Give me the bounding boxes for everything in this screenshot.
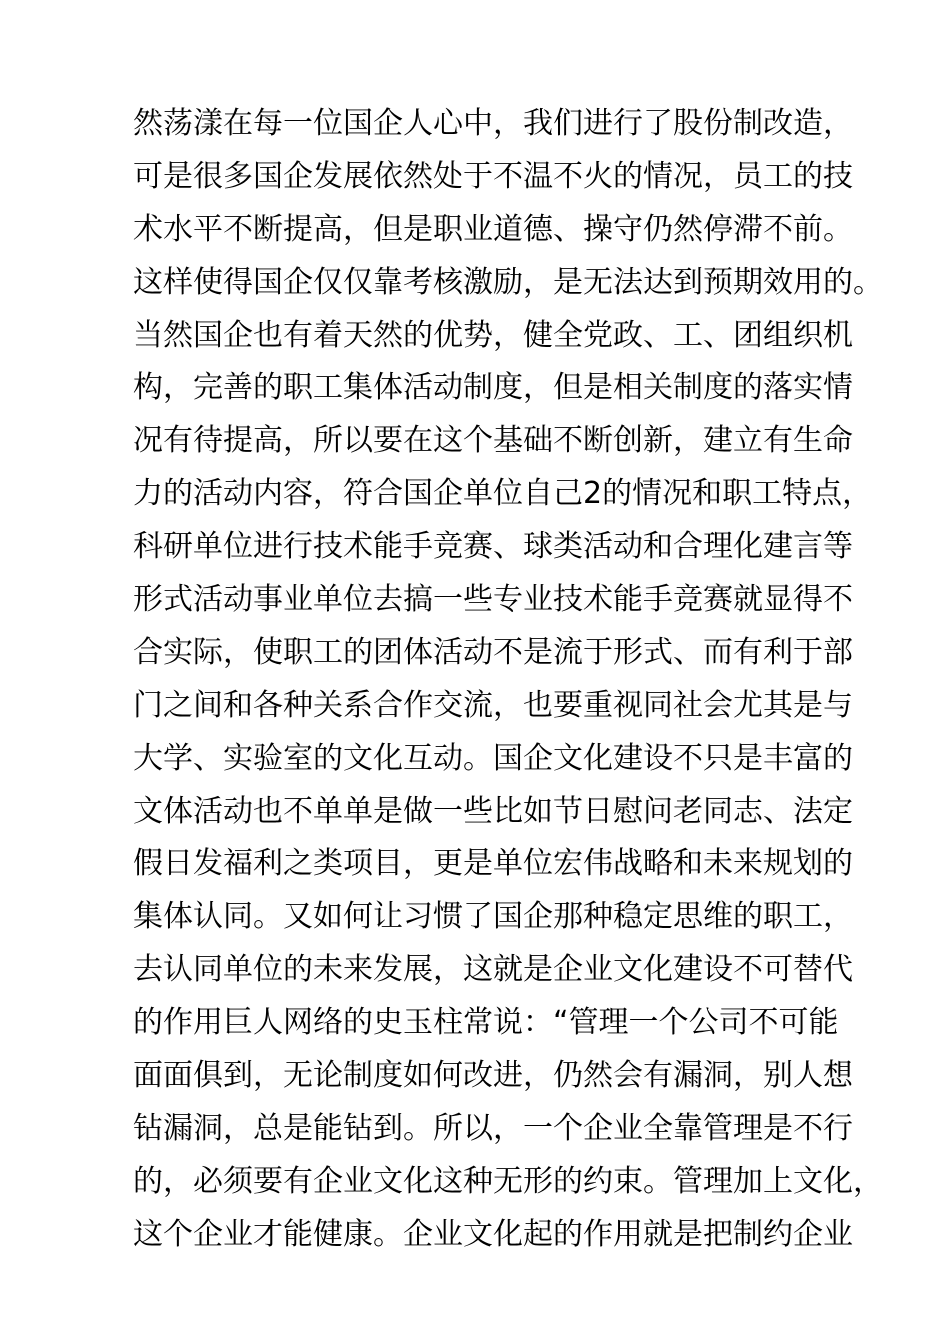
text-line: 术水平不断提高，但是职业道德、操守仍然停滞不前。 [133,211,853,247]
text-line: 科研单位进行技术能手竞赛、球类活动和合理化建言等 [133,529,853,565]
text-line: 大学、实验室的文化互动。国企文化建设不只是丰富的 [133,740,853,776]
text-line: 力的活动内容，符合国企单位自己2的情况和职工特点， [133,476,873,512]
text-line: 钻漏洞，总是能钻到。所以，一个企业全靠管理是不行 [133,1110,853,1146]
text-line: 门之间和各种关系合作交流，也要重视同社会尤其是与 [133,687,853,723]
text-line: 可是很多国企发展依然处于不温不火的情况，员工的技 [133,158,853,194]
text-line: 的作用巨人网络的史玉柱常说：“管理一个公司不可能 [133,1005,839,1041]
text-line: 的，必须要有企业文化这种无形的约束。管理加上文化， [133,1163,883,1199]
text-line: 面面俱到，无论制度如何改进，仍然会有漏洞，别人想 [133,1058,853,1094]
text-line: 合实际，使职工的团体活动不是流于形式、而有利于部 [133,634,853,670]
text-line: 去认同单位的未来发展，这就是企业文化建设不可替代 [133,952,853,988]
text-line: 构，完善的职工集体活动制度，但是相关制度的落实情 [133,370,853,406]
body-text [133,98,893,1262]
text-line: 当然国企也有着天然的优势，健全党政、工、团组织机 [133,317,853,353]
text-line: 这个企业才能健康。企业文化起的作用就是把制约企业 [133,1216,853,1252]
text-line: 况有待提高，所以要在这个基础不断创新，建立有生命 [133,423,853,459]
text-line: 集体认同。又如何让习惯了国企那种稳定思维的职工， [133,899,853,935]
text-line: 假日发福利之类项目，更是单位宏伟战略和未来规划的 [133,846,853,882]
text-line: 然荡漾在每一位国企人心中，我们进行了股份制改造， [133,106,853,141]
text-line: 这样使得国企仅仅靠考核激励，是无法达到预期效用的。 [133,264,883,300]
text-line: 形式活动事业单位去搞一些专业技术能手竞赛就显得不 [133,582,853,618]
text-line: 文体活动也不单单是做一些比如节日慰问老同志、法定 [133,793,853,829]
